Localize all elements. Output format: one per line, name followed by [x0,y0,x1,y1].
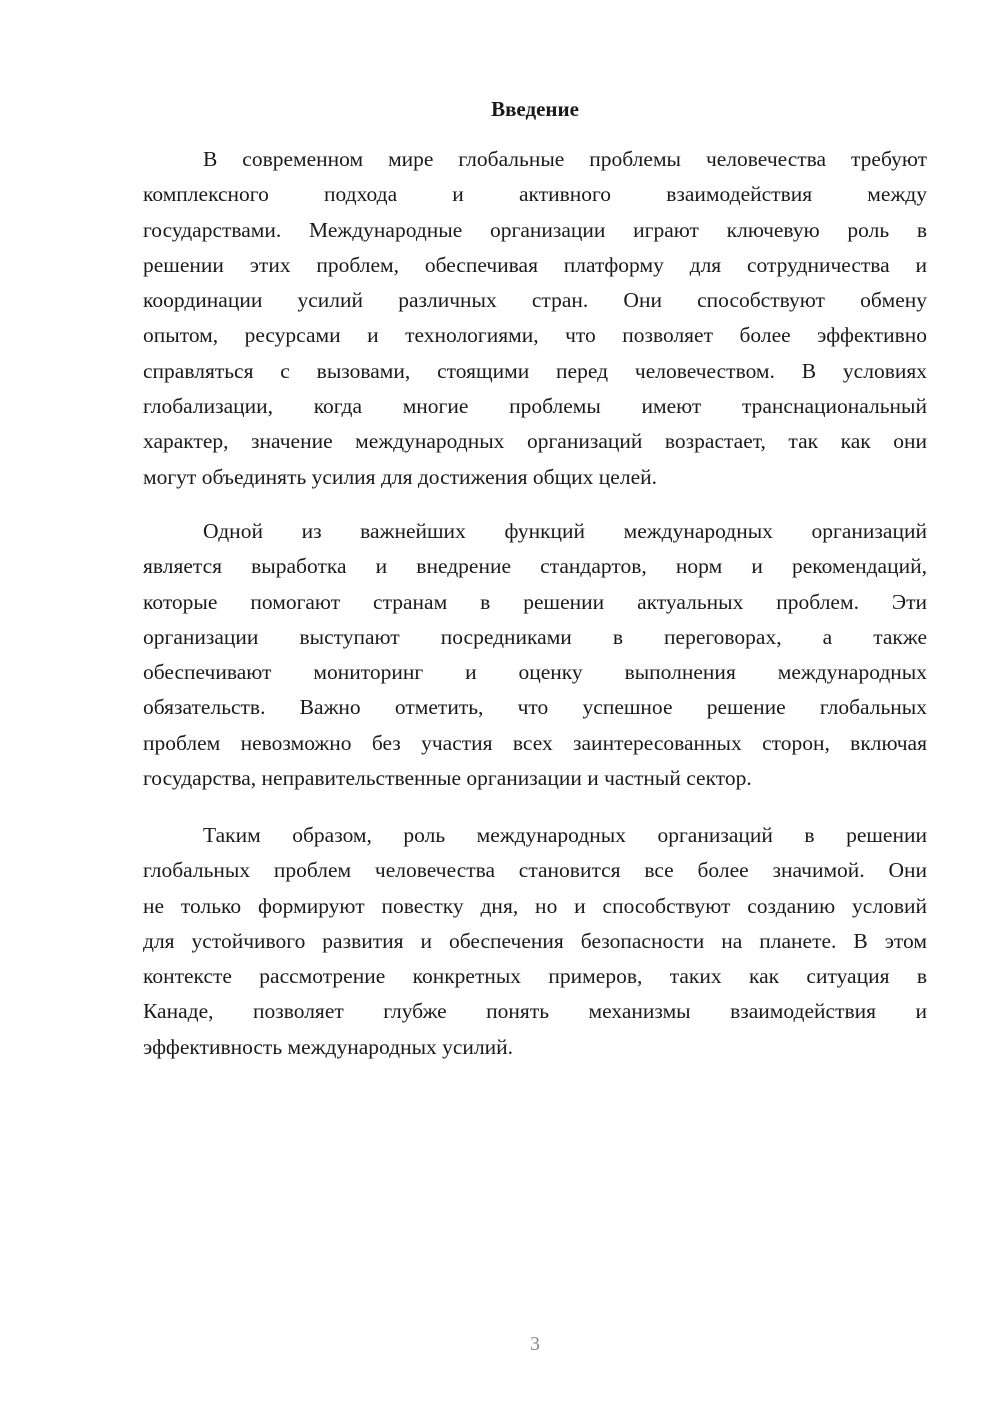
text-line: глобальных проблем человечества становится все более значимой. Они [143,858,927,883]
text-line: обязательств. Важно отметить, что успешное решение глобальных [143,695,927,720]
text-line: глобализации, когда многие проблемы имеют транснациональный [143,394,927,419]
text-line: является выработка и внедрение стандартов, норм и рекомендаций, [143,554,927,579]
section-title: Введение [491,97,579,121]
text-line: комплексного подхода и активного взаимодействия между [143,182,927,207]
paragraph [143,818,927,1065]
text-line: которые помогают странам в решении актуальных проблем. Эти [143,589,927,614]
paragraph [143,142,927,495]
text-line: В современном мире глобальные проблемы человечества требуют [203,147,927,171]
text-line: Одной из важнейших функций международных организаций [203,519,927,543]
text-line: организации выступают посредниками в переговорах, а также [143,624,927,649]
text-line: решении этих проблем, обеспечивая платформу для сотрудничества и [143,252,927,277]
text-line: справляться с вызовами, стоящими перед человечеством. В условиях [143,358,927,383]
text-line: для устойчивого развития и обеспечения безопасности на планете. В этом [143,928,927,953]
text-line: государствами. Международные организации играют ключевую роль в [143,217,927,242]
text-line: Таким образом, роль международных организаций в решении [203,823,927,847]
text-line: Канаде, позволяет глубже понять механизмы взаимодействия и [143,999,927,1024]
page-number: 3 [530,1333,540,1355]
text-line: контексте рассмотрение конкретных примеров, таких как ситуация в [143,964,927,989]
text-line: обеспечивают мониторинг и оценку выполнения международных [143,660,927,685]
text-line: опытом, ресурсами и технологиями, что позволяет более эффективно [143,323,927,348]
paragraph [143,514,927,796]
text-line: могут объединять усилия для достижения общих целей. [143,464,658,489]
text-line: проблем невозможно без участия всех заинтересованных сторон, включая [143,730,927,755]
text-line: эффективность международных усилий. [143,1034,514,1059]
text-line: характер, значение международных организаций возрастает, так как они [143,429,927,454]
text-line: государства, неправительственные организации и частный сектор. [143,766,752,791]
text-line: координации усилий различных стран. Они способствуют обмену [143,288,927,313]
text-line: не только формируют повестку дня, но и способствуют созданию условий [143,893,927,918]
